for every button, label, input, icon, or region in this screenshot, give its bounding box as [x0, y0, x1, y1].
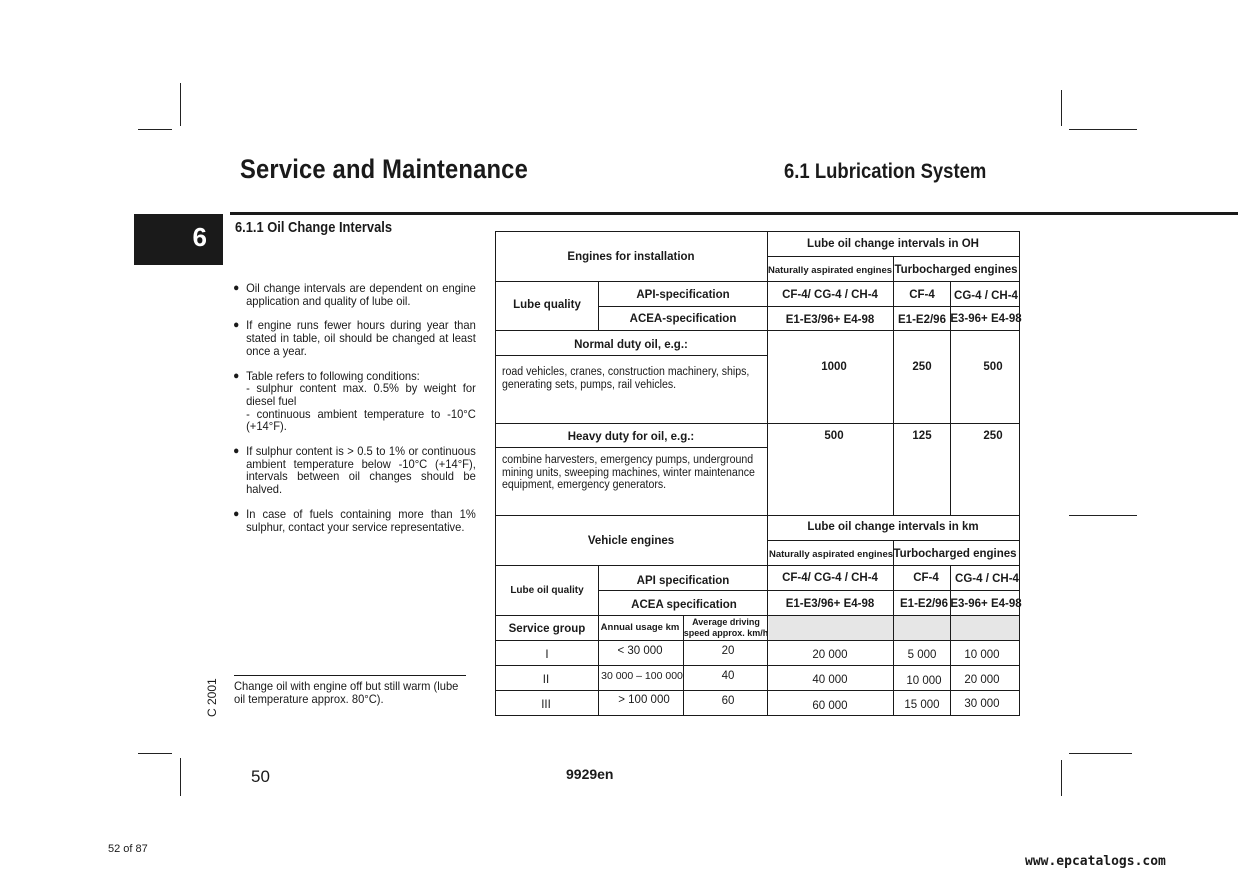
normal-duty-description: road vehicles, cranes, construction machinery, ships, generating sets, pumps, rail vehicles. — [502, 366, 750, 391]
heavy-duty-description: combine harvesters, emergency pumps, underground mining units, sweeping machines, winter maintenance equipment, emergency generators. — [502, 454, 755, 491]
vehicle-api-value-tc2: CG-4 / CH-4 — [955, 573, 1019, 585]
vehicle-api-value-tc1: CF-4 — [913, 572, 939, 584]
row-group: II — [542, 674, 550, 686]
api-value-na: CF-4/ CG-4 / CH-4 — [782, 289, 878, 301]
normal-value-tc2: 500 — [983, 361, 1003, 373]
bullet-item: ● Oil change intervals are dependent on engine application and quality of lube oil. — [234, 282, 476, 307]
copyright-year: C 2001 — [205, 678, 219, 717]
row-tc1: 10 000 — [906, 675, 942, 687]
vehicle-header: Vehicle engines — [587, 535, 675, 547]
vehicle-acea-value-tc2: E3-96+ E4-98 — [950, 598, 1022, 610]
page-title: Service and Maintenance — [240, 154, 528, 184]
subsection-title: 6.1.1 Oil Change Intervals — [235, 219, 393, 236]
installation-interval-header: Lube oil change intervals in OH — [807, 238, 979, 250]
lube-quality-label: Lube quality — [513, 299, 581, 311]
row-group: III — [541, 699, 551, 711]
vehicle-acea-label: ACEA specification — [631, 599, 737, 611]
service-group-label: Service group — [508, 623, 586, 635]
api-value-tc2: CG-4 / CH-4 — [954, 290, 1018, 302]
acea-value-tc2: E3-96+ E4-98 — [950, 313, 1022, 325]
row-group: I — [545, 649, 549, 661]
row-speed: 40 — [721, 670, 735, 682]
pdf-page-counter: 52 of 87 — [108, 843, 148, 855]
api-value-tc1: CF-4 — [909, 289, 935, 301]
row-tc2: 10 000 — [964, 649, 1000, 661]
installation-header: Engines for installation — [567, 251, 695, 263]
avg-speed-label-line1: Average driving — [692, 617, 760, 627]
vehicle-api-value-na: CF-4/ CG-4 / CH-4 — [782, 572, 878, 584]
vehicle-lube-quality-label: Lube oil quality — [510, 585, 584, 596]
heavy-value-tc2: 250 — [983, 430, 1003, 442]
row-tc1: 15 000 — [904, 699, 940, 711]
normal-duty-title: Normal duty oil, e.g.: — [574, 339, 688, 351]
row-na: 40 000 — [812, 674, 848, 686]
row-tc1: 5 000 — [907, 649, 937, 661]
service-group-rows — [541, 645, 999, 712]
vehicle-acea-value-na: E1-E3/96+ E4-98 — [785, 598, 875, 610]
col-turbocharged: Turbocharged engines — [894, 264, 1018, 276]
website-watermark: www.epcatalogs.com — [1025, 854, 1166, 869]
document-id: 9929en — [566, 766, 614, 782]
note-text: Change oil with engine off but still warm (lube oil temperature approx. 80°C). — [234, 679, 459, 706]
col-naturally-aspirated: Naturally aspirated engines — [767, 265, 893, 276]
row-na: 60 000 — [812, 700, 848, 712]
row-usage: < 30 000 — [617, 645, 663, 657]
vehicle-api-label: API specification — [636, 575, 730, 587]
avg-speed-label-line2: speed approx. km/h — [683, 628, 769, 638]
acea-value-na: E1-E3/96+ E4-98 — [785, 314, 875, 326]
annual-usage-label: Annual usage km — [600, 622, 680, 633]
row-speed: 20 — [721, 645, 735, 657]
acea-value-tc1: E1-E2/96 — [898, 314, 946, 326]
page-number: 50 — [251, 767, 270, 786]
heavy-value-na: 500 — [824, 430, 844, 442]
api-spec-label: API-specification — [636, 289, 730, 301]
row-tc2: 30 000 — [964, 698, 1000, 710]
row-usage: 30 000 – 100 000 — [601, 670, 683, 682]
bullet-item: ● Table refers to following conditions: - sulphur content max. 0.5% by weight for diesel fuel - continuous ambient temperature to -10°C (+14°F). — [234, 370, 476, 434]
acea-spec-label: ACEA-specification — [629, 313, 737, 325]
section-title: 6.1 Lubrication System — [784, 160, 987, 183]
vehicle-interval-header: Lube oil change intervals in km — [807, 521, 979, 533]
normal-value-tc1: 250 — [912, 361, 932, 373]
row-speed: 60 — [721, 695, 735, 707]
vehicle-col-turbocharged: Turbocharged engines — [893, 548, 1017, 560]
bullet-item: ● If engine runs fewer hours during year than stated in table, oil should be changed at least once a year. — [234, 319, 476, 357]
chapter-tab: 6 — [134, 214, 223, 265]
row-na: 20 000 — [812, 649, 848, 661]
heavy-duty-title: Heavy duty for oil, e.g.: — [567, 431, 695, 443]
bullet-item: ● If sulphur content is > 0.5 to 1% or continuous ambient temperature below -10°C (+14°F), intervals between oil changes should be halved. — [234, 445, 476, 496]
vehicle-col-naturally-aspirated: Naturally aspirated engines — [768, 549, 894, 560]
row-tc2: 20 000 — [964, 674, 1000, 686]
row-usage: > 100 000 — [618, 694, 670, 706]
normal-value-na: 1000 — [821, 361, 847, 373]
heavy-value-tc1: 125 — [912, 430, 932, 442]
bullet-item: ● In case of fuels containing more than 1% sulphur, contact your service representative. — [234, 508, 476, 533]
vehicle-acea-value-tc1: E1-E2/96 — [900, 598, 948, 610]
